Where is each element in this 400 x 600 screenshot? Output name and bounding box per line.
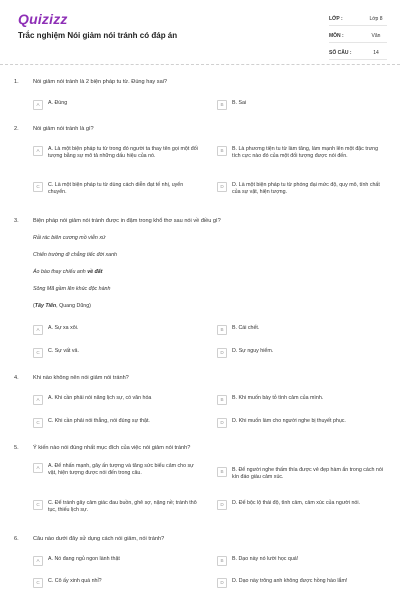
- option-text: C. Sự vất vả.: [48, 348, 79, 354]
- question-text: Nói giảm nói tránh là gì?: [33, 126, 94, 132]
- worksheet-header: [0, 0, 400, 62]
- poem-line: Chiến trường đi chẳng tiếc đời xanh: [33, 252, 117, 258]
- question-number: 1.: [14, 79, 19, 85]
- option-letter-box: B: [217, 556, 227, 566]
- question-head: [0, 536, 400, 548]
- source-title: Tây Tiến: [34, 303, 57, 309]
- option-text: C. Cô ấy xinh quá nhỉ?: [48, 578, 102, 584]
- option-b[interactable]: [217, 395, 385, 405]
- option-letter-box: A: [33, 325, 43, 335]
- option-a[interactable]: [33, 146, 201, 161]
- question-text: Biện pháp nói giảm nói tránh được in đậm trong khổ thơ sau nói về điều gì?: [33, 218, 221, 224]
- option-letter-box: B: [217, 100, 227, 110]
- question-text: Ý kiến nào nói đúng nhất mục đích của việc nói giảm nói tránh?: [33, 445, 191, 451]
- question-head: [0, 126, 400, 138]
- option-d[interactable]: [217, 500, 385, 510]
- poem-line: Áo bào thay chiếu anh về đất: [33, 269, 103, 275]
- option-text: A. Là một biện pháp tu từ trong đó người ta thay tên gọi một đối tượng bằng sự mô tả những dấu hiệu của nó.: [48, 146, 198, 160]
- option-letter-box: B: [217, 325, 227, 335]
- option-text: D. Để bộc lộ thái độ, tình cảm, cảm xúc của người nói.: [232, 500, 361, 506]
- option-b[interactable]: [217, 146, 385, 161]
- option-b[interactable]: [217, 467, 385, 482]
- option-a[interactable]: [33, 100, 201, 110]
- option-text: C. Để tránh gây cảm giác đau buồn, ghê sợ, nặng nề; tránh thô tục, thiếu lịch sự.: [48, 500, 197, 514]
- option-text: A. Để nhấn mạnh, gây ấn tượng và tăng sức biểu cảm cho sự vật, hiện tượng được nói đến trong câu.: [48, 463, 194, 477]
- question-number: 4.: [14, 375, 19, 381]
- option-letter-box: C: [33, 500, 43, 510]
- option-letter-box: A: [33, 395, 43, 405]
- meta-row-subject: [329, 29, 387, 43]
- question-number: 2.: [14, 126, 19, 132]
- option-text: A. Sự xa xôi.: [48, 325, 79, 331]
- option-letter-box: A: [33, 463, 43, 473]
- question-text: Khi nào không nên nói giảm nói tránh?: [33, 375, 129, 381]
- question-2: [0, 126, 400, 196]
- meta-value: Lớp 8: [369, 15, 383, 22]
- brand-logo: Quizizz: [18, 11, 68, 27]
- option-text: C. Khi cần phải nói thẳng, nói đúng sự thật.: [48, 418, 150, 424]
- option-text: B. Để người nghe thấm thía được vẻ đẹp hàm ẩn trong cách nói kín đáo giàu cảm xúc.: [232, 467, 383, 481]
- question-6: [0, 536, 400, 585]
- option-d[interactable]: [217, 418, 385, 428]
- option-text: B. Khi muốn bày tỏ tình cảm của mình.: [232, 395, 324, 401]
- option-letter-box: D: [217, 348, 227, 358]
- question-5: [0, 445, 400, 514]
- question-3: [0, 218, 400, 355]
- option-letter-box: A: [33, 100, 43, 110]
- option-b[interactable]: [217, 100, 385, 110]
- poem-line: Sông Mã gầm lên khúc độc hành: [33, 286, 111, 292]
- meta-label: LỚP :: [329, 15, 343, 22]
- question-number: 3.: [14, 218, 19, 224]
- question-text: Nói giảm nói tránh là 2 biện pháp tu từ. Đúng hay sai?: [33, 79, 168, 85]
- header-divider: [0, 64, 400, 65]
- question-1: [0, 79, 400, 107]
- meta-label: MÔN :: [329, 32, 344, 39]
- option-text: C. Là một biện pháp tu từ dùng cách diễn đạt tế nhị, uyển chuyển.: [48, 182, 184, 196]
- option-text: B. Cái chết.: [232, 325, 260, 331]
- option-text: D. Là một biện pháp tu từ phóng đại mức độ, quy mô, tính chất của sự vật, hiện tượng.: [232, 182, 380, 196]
- option-a[interactable]: [33, 325, 201, 335]
- option-c[interactable]: [33, 500, 201, 515]
- meta-row-count: [329, 46, 387, 60]
- question-head: [0, 218, 400, 230]
- option-a[interactable]: [33, 463, 201, 478]
- option-letter-box: C: [33, 418, 43, 428]
- option-c[interactable]: [33, 578, 201, 588]
- option-letter-box: C: [33, 578, 43, 588]
- meta-panel: [329, 12, 387, 63]
- option-letter-box: A: [33, 556, 43, 566]
- option-letter-box: D: [217, 578, 227, 588]
- option-letter-box: D: [217, 418, 227, 428]
- option-a[interactable]: [33, 556, 201, 566]
- option-letter-box: B: [217, 146, 227, 156]
- option-text: A. Đúng: [48, 100, 68, 106]
- poem-passage: [33, 235, 373, 320]
- option-letter-box: C: [33, 348, 43, 358]
- poem-source: (Tây Tiến, Quang Dũng): [33, 303, 91, 309]
- option-a[interactable]: [33, 395, 201, 405]
- question-number: 6.: [14, 536, 19, 542]
- option-d[interactable]: [217, 348, 385, 358]
- meta-label: SỐ CÂU :: [329, 49, 352, 56]
- highlighted-phrase: về đất: [87, 269, 103, 275]
- option-c[interactable]: [33, 182, 201, 197]
- question-head: [0, 445, 400, 457]
- option-letter-box: B: [217, 467, 227, 477]
- option-text: D. Khi muốn làm cho người nghe bị thuyết phục.: [232, 418, 346, 424]
- option-letter-box: B: [217, 395, 227, 405]
- meta-value: Văn: [371, 32, 381, 39]
- option-text: B. Là phương tiện tu từ làm tăng, làm mạnh lên một đặc trưng tích cực nào đó của một đối tượng được nói đến.: [232, 146, 379, 160]
- question-text: Câu nào dưới đây sử dụng cách nói giảm, nói tránh?: [33, 536, 165, 542]
- option-text: B. Dạo này nó lười học quá!: [232, 556, 299, 562]
- question-head: [0, 79, 400, 91]
- option-b[interactable]: [217, 325, 385, 335]
- option-text: A. Khi cần phải nói năng lịch sự, có văn hóa: [48, 395, 152, 401]
- option-letter-box: D: [217, 500, 227, 510]
- option-letter-box: C: [33, 182, 43, 192]
- poem-line: Rải rác biên cương mồ viễn xứ: [33, 235, 106, 241]
- option-b[interactable]: [217, 556, 385, 566]
- option-text: D. Dạo này trông anh không được hồng hào lắm!: [232, 578, 348, 584]
- option-letter-box: A: [33, 146, 43, 156]
- option-text: B. Sai: [232, 100, 247, 106]
- option-text: A. Nó đang ngủ ngon lành thật: [48, 556, 120, 562]
- option-c[interactable]: [33, 348, 201, 358]
- question-head: [0, 375, 400, 387]
- option-letter-box: D: [217, 182, 227, 192]
- meta-value: 14: [373, 49, 379, 56]
- meta-row-grade: [329, 12, 387, 26]
- question-4: [0, 375, 400, 425]
- option-c[interactable]: [33, 418, 201, 428]
- worksheet-title: Trắc nghiệm Nói giảm nói tránh có đáp án: [18, 31, 178, 40]
- option-text: D. Sự nguy hiểm.: [232, 348, 274, 354]
- option-d[interactable]: [217, 578, 385, 588]
- option-d[interactable]: [217, 182, 385, 197]
- question-number: 5.: [14, 445, 19, 451]
